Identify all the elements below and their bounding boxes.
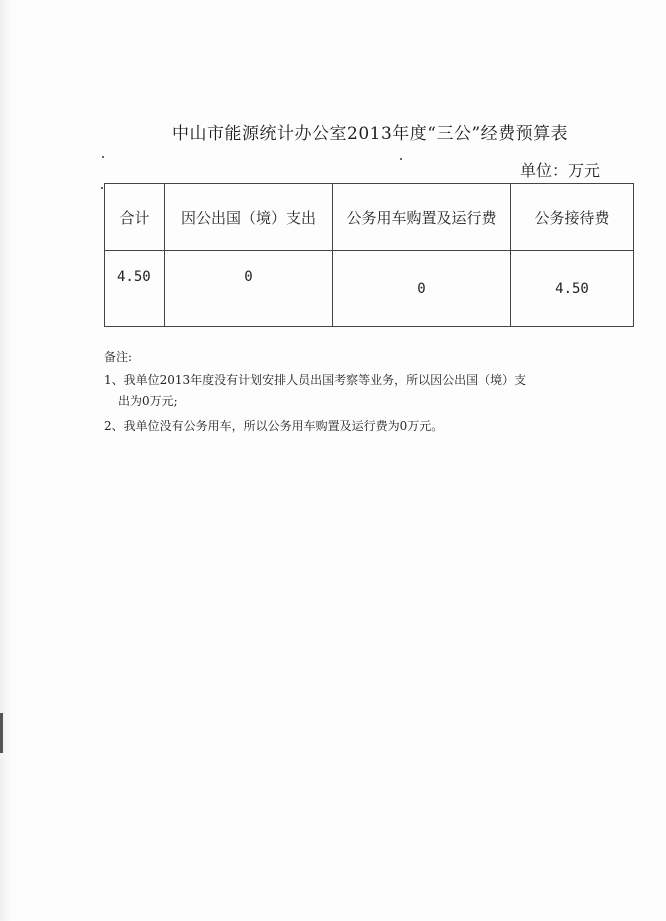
notes-section	[104, 347, 584, 437]
header-reception-costs: 公务接待费	[511, 184, 634, 251]
cell-overseas-travel: 0	[165, 251, 333, 327]
cell-reception-costs: 4.50	[511, 251, 634, 327]
scan-speck	[101, 187, 103, 189]
note-1-line-1: 1、我单位2013年度没有计划安排人员出国考察等业务，所以因公出国（境）支	[104, 373, 527, 387]
scan-speck	[102, 156, 104, 158]
header-vehicle-costs: 公务用车购置及运行费	[333, 184, 511, 251]
notes-heading: 备注:	[104, 350, 133, 364]
table-row	[105, 251, 634, 327]
scan-edge-mark	[0, 713, 3, 753]
cell-vehicle-costs: 0	[333, 251, 511, 327]
document-title: 中山市能源统计办公室2013年度“三公”经费预算表	[172, 124, 569, 144]
scan-speck	[400, 158, 402, 160]
note-2-line-1: 2、我单位没有公务用车，所以公务用车购置及运行费为0万元。	[104, 419, 444, 433]
note-1-line-2: 出为0万元;	[118, 394, 178, 408]
header-total: 合计	[105, 184, 165, 251]
table-header-row	[105, 184, 634, 251]
note-item	[104, 370, 584, 412]
scan-edge	[0, 0, 12, 921]
note-item	[104, 416, 584, 437]
header-overseas-travel: 因公出国（境）支出	[165, 184, 333, 251]
cell-total: 4.50	[105, 251, 165, 327]
budget-table	[104, 183, 634, 327]
unit-label: 单位：万元	[520, 161, 601, 180]
